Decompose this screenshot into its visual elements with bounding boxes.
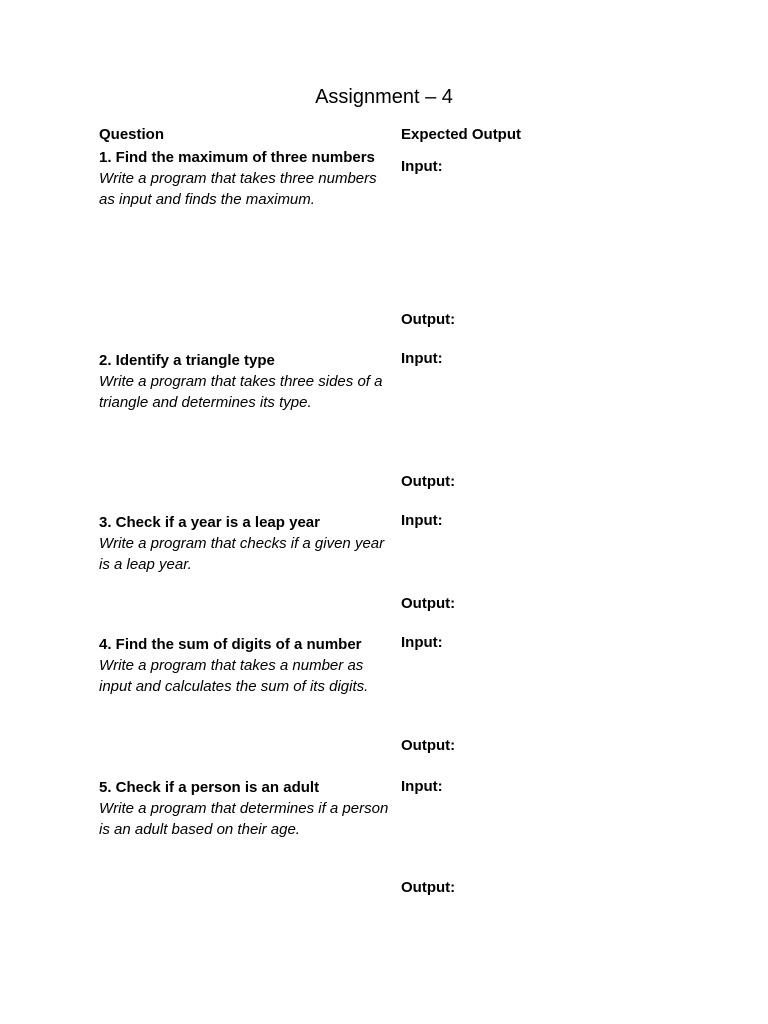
question-2 bbox=[99, 350, 389, 413]
page-title: Assignment – 4 bbox=[315, 86, 453, 108]
question-3-title: 3. Check if a year is a leap year bbox=[99, 514, 320, 531]
question-column-header: Question bbox=[99, 126, 165, 143]
question-3-output-label: Output: bbox=[401, 595, 456, 612]
question-2-input-label: Input: bbox=[401, 350, 443, 367]
question-4-title: 4. Find the sum of digits of a number bbox=[99, 636, 362, 653]
question-1 bbox=[99, 147, 389, 210]
question-1-title: 1. Find the maximum of three numbers bbox=[99, 149, 375, 166]
expected-output-column-header: Expected Output bbox=[401, 126, 522, 143]
question-5-title: 5. Check if a person is an adult bbox=[99, 779, 320, 796]
question-1-input-label: Input: bbox=[401, 158, 443, 175]
question-4-description: Write a program that takes a number as input and calculates the sum of its digits. bbox=[99, 657, 369, 695]
question-3-description: Write a program that checks if a given year is a leap year. bbox=[99, 535, 385, 573]
question-2-description: Write a program that takes three sides of a triangle and determines its type. bbox=[99, 373, 383, 411]
question-2-output-label: Output: bbox=[401, 473, 456, 490]
question-4 bbox=[99, 634, 389, 697]
question-5-description: Write a program that determines if a person is an adult based on their age. bbox=[99, 800, 389, 838]
question-5 bbox=[99, 777, 389, 840]
question-4-input-label: Input: bbox=[401, 634, 443, 651]
question-1-description: Write a program that takes three numbers as input and finds the maximum. bbox=[99, 170, 377, 208]
question-3 bbox=[99, 512, 389, 575]
question-1-output-label: Output: bbox=[401, 311, 456, 328]
question-5-output-label: Output: bbox=[401, 879, 456, 896]
question-2-title: 2. Identify a triangle type bbox=[99, 352, 275, 369]
question-4-output-label: Output: bbox=[401, 737, 456, 754]
question-5-input-label: Input: bbox=[401, 778, 443, 795]
question-3-input-label: Input: bbox=[401, 512, 443, 529]
